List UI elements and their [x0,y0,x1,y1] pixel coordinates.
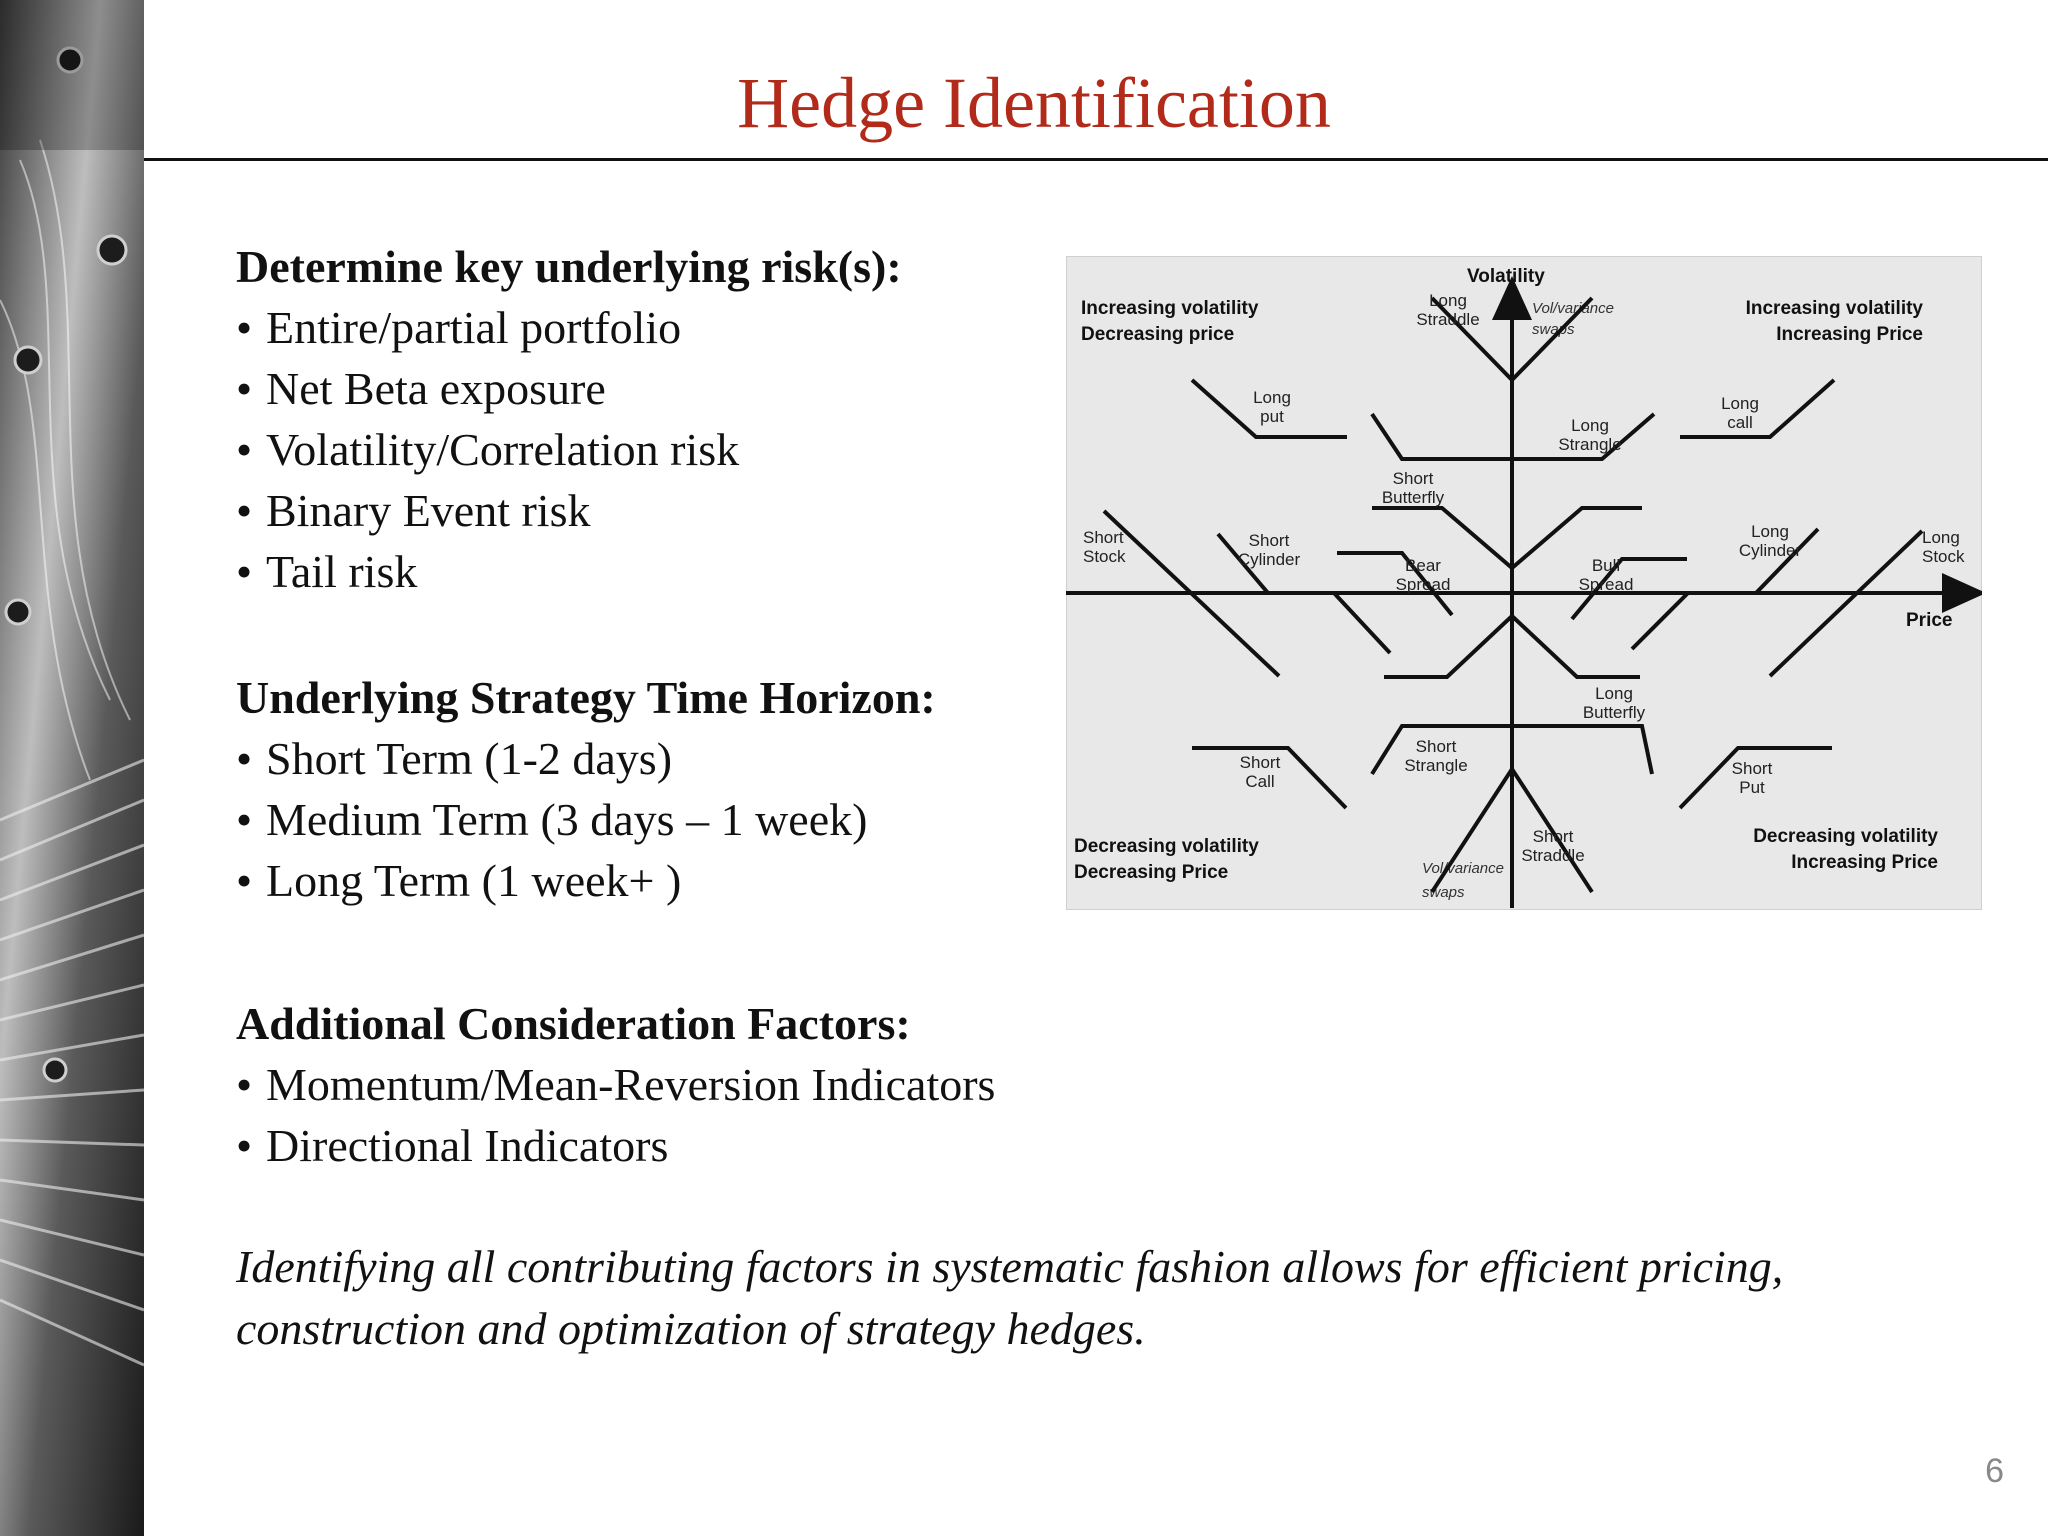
strategy-label: Long [1253,388,1291,407]
quadrant-label: Increasing Price [1791,852,1938,873]
bullet-icon: • [236,302,253,353]
risks-heading: Determine key underlying risk(s): [236,241,902,292]
time-horizon-heading: Underlying Strategy Time Horizon: [236,672,936,723]
strategy-label: Short [1392,469,1434,488]
vol-swaps-label: swaps [1532,321,1575,338]
conclusion-text [236,1236,1783,1360]
axis-label-volatility: Volatility [1467,266,1545,287]
quadrant-label: Increasing volatility [1081,298,1259,319]
strategy-label: Short [1248,531,1290,550]
strategy-label: Long [1922,528,1960,547]
strategy-label: Spread [1578,575,1634,594]
list-item: • Momentum/Mean-Reversion Indicators [236,1054,995,1115]
bullet-icon: • [236,485,253,536]
strategy-label: Short [1239,753,1281,772]
list-item: • Medium Term (3 days – 1 week) [236,789,936,850]
factors-heading: Additional Consideration Factors: [236,998,911,1049]
vol-swaps-label: Vol/variance [1422,860,1504,877]
bullet-icon: • [236,1120,253,1171]
strategy-label: Straddle [1416,310,1480,329]
strategy-label: Strangle [1558,435,1622,454]
slide-title: Hedge Identification [737,63,1331,143]
strategy-label: Butterfly [1582,703,1646,722]
bullet-icon: • [236,546,253,597]
strategy-label: Stock [1922,547,1965,566]
strategy-label: Stock [1083,547,1126,566]
strategy-label: Short [1415,737,1457,756]
strategy-label: Long [1751,522,1789,541]
strategy-label: Cylinder [1237,550,1301,569]
factors-section [236,993,995,1176]
bullet-icon: • [236,855,253,906]
quadrant-label: Decreasing volatility [1074,836,1259,857]
quadrant-label: Increasing volatility [1745,298,1923,319]
quadrant-label: Decreasing volatility [1753,826,1938,847]
vol-swaps-label: swaps [1422,884,1465,901]
strategy-label: Bear [1405,556,1441,575]
bullet-icon: • [236,424,253,475]
strategy-label: Butterfly [1381,488,1445,507]
list-item: • Tail risk [236,541,902,602]
bullet-icon: • [236,1059,253,1110]
risks-section [236,236,902,602]
list-item: • Directional Indicators [236,1115,995,1176]
strategy-label: Short [1731,759,1773,778]
axis-label-price: Price [1906,610,1953,631]
list-item: • Entire/partial portfolio [236,297,902,358]
vol-swaps-label: Vol/variance [1532,300,1614,317]
strategy-label: Long [1595,684,1633,703]
list-item: • Long Term (1 week+ ) [236,850,936,911]
strategy-label: Long [1571,416,1609,435]
list-item: • Net Beta exposure [236,358,902,419]
quadrant-label: Increasing Price [1776,324,1923,345]
quadrant-label: Decreasing price [1081,324,1235,345]
time-horizon-section [236,667,936,911]
bullet-icon: • [236,363,253,414]
strategy-label: Bull [1591,556,1621,575]
strategy-label: Spread [1395,575,1451,594]
strategy-label: Long [1429,291,1467,310]
option-strategy-diagram [1066,256,1982,910]
list-item: • Short Term (1-2 days) [236,728,936,789]
strategy-label: Strangle [1404,756,1468,775]
strategy-label: call [1727,413,1753,432]
strategy-label: Cylinder [1738,541,1802,560]
list-item: • Volatility/Correlation risk [236,419,902,480]
strategy-label: put [1260,407,1284,426]
conclusion-line: Identifying all contributing factors in systematic fashion allows for efficient pricing, [236,1241,1784,1292]
strategy-label: Short [1083,528,1124,547]
title-divider [144,158,2048,161]
quadrant-label: Decreasing Price [1074,862,1229,883]
strategy-label: Short [1532,827,1574,846]
page-number: 6 [1985,1452,2004,1490]
strategy-label: Long [1721,394,1759,413]
strategy-label: Put [1739,778,1765,797]
conclusion-line: construction and optimization of strategy hedges. [236,1303,1146,1354]
list-item: • Binary Event risk [236,480,902,541]
diagram-background [1066,256,1982,910]
bullet-icon: • [236,733,253,784]
strategy-label: Straddle [1521,846,1585,865]
decorative-sidebar-image [0,0,144,1536]
strategy-label: Call [1245,772,1275,791]
bullet-icon: • [236,794,253,845]
